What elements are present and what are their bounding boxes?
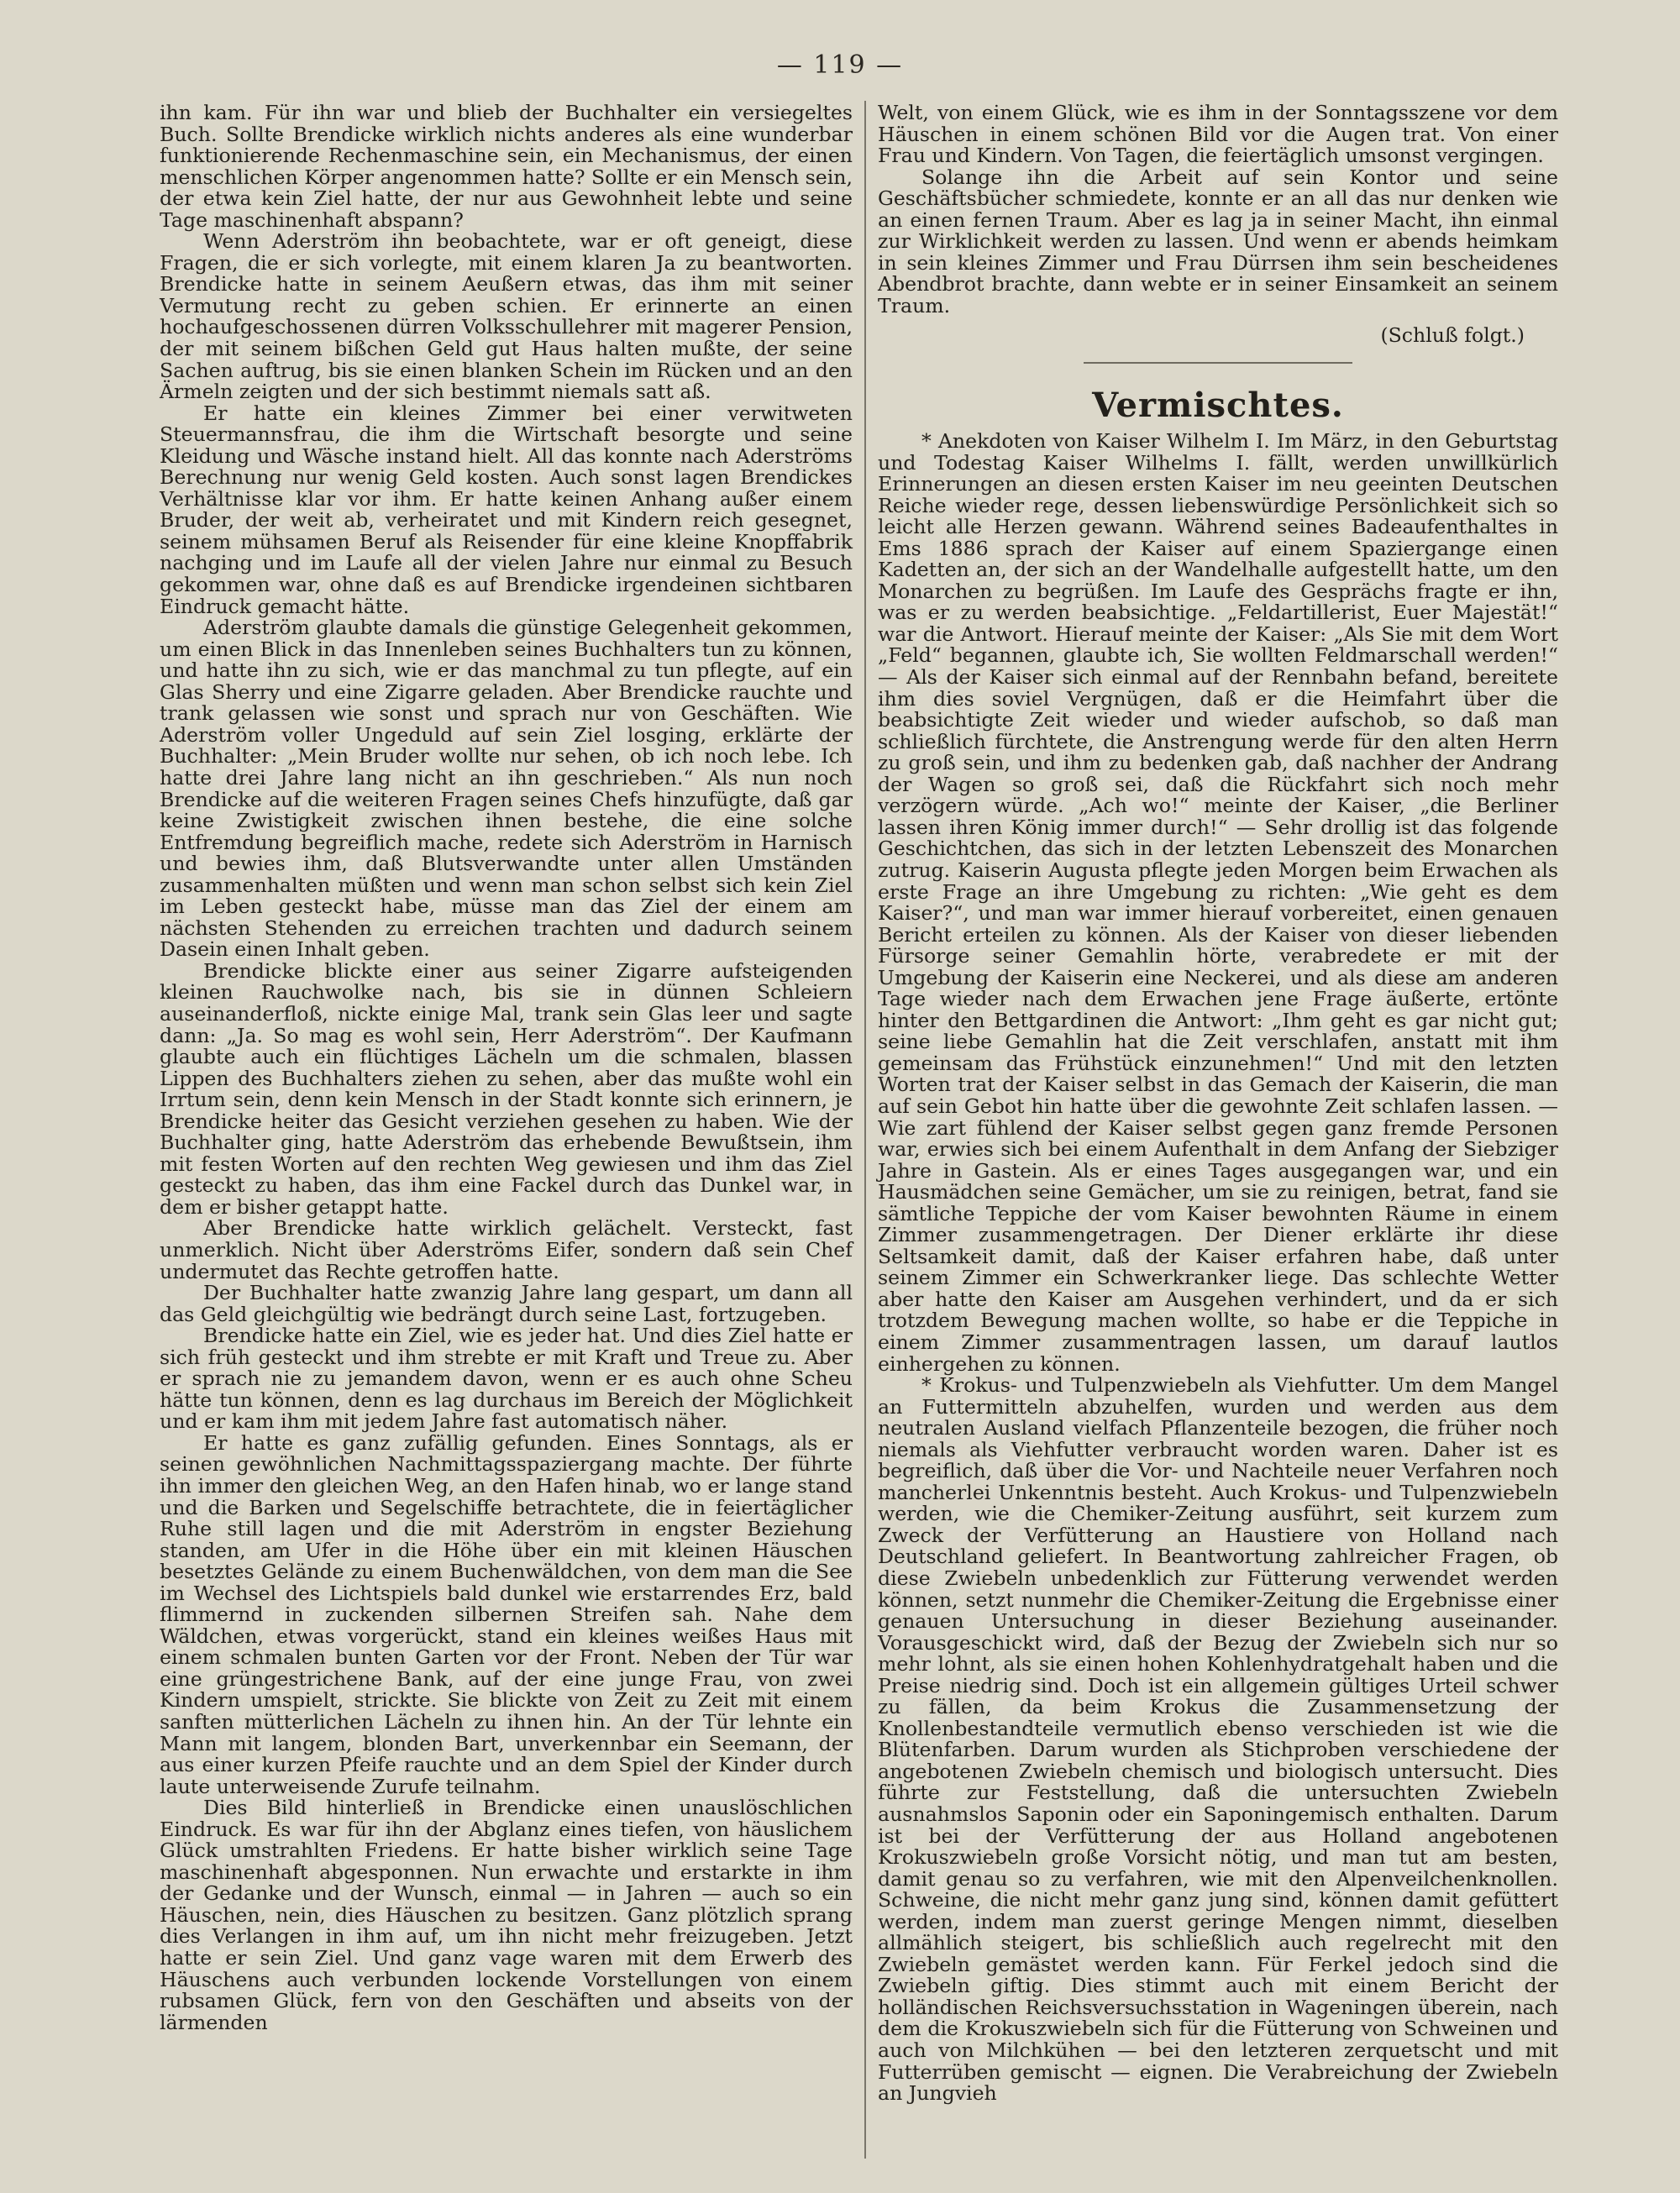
paragraph: Solange ihn die Arbeit auf sein Kontor und seine Geschäftsbücher schmiedete, konnte er an all das nur denken wie an einen fernen Traum. Aber es lag ja in seiner Macht, ihn einmal zur Wirklichkeit werden zu lassen. Und wenn er abends heimkam in sein kleines Zimmer und Frau Dürrsen ihm sein bescheidenes Abendbrot brachte, dann webte er in seiner Einsamkeit an seinem Traum. bbox=[878, 165, 1558, 317]
paragraph: Brendicke hatte ein Ziel, wie es jeder hat. Und dies Ziel hatte er sich früh gesteckt und ihm strebte er mit Kraft und Treue zu. Aber er sprach nie zu jemandem davon, wenn er es auch ohne Scheu hätte tun können, denn es lag durchaus im Bereich der Möglichkeit und er kam ihm mit jedem Jahre fast automatisch näher. bbox=[160, 1324, 853, 1434]
section-rule bbox=[1084, 362, 1352, 364]
paragraph: Aderström glaubte damals die günstige Gelegenheit gekommen, um einen Blick in das Innenleben seines Buchhalters tun zu können, und hatte ihn zu sich, wie er das manchmal zu tun pflegte, auf ein Glas Sherry und eine Zigarre geladen. Aber Brendicke rauchte und trank gelassen wie sonst und sprach nur von Geschäften. Wie Aderström voller Ungeduld auf sein Ziel losging, erklärte der Buchhalter: „Mein Bruder wollte nur sehen, ob ich noch lebe. Ich hatte drei Jahre lang nicht an ihn geschrieben.“ Als nun noch Brendicke auf die weiteren Fragen seines Chefs hinzufügte, daß gar keine Zwistigkeit zwischen ihnen bestehe, die eine solche Entfremdung begreiflich mache, redete sich Aderström in Harnisch und bewies ihm, daß Blutsverwandte unter allen Umständen zusammenhalten müßten und wenn man schon selbst sich kein Ziel im Leben gesteckt habe, müsse man das Ziel der einem am nächsten Stehenden zu erreichen trachten und dadurch seinem Dasein einen Inhalt geben. bbox=[160, 616, 853, 962]
left-column bbox=[160, 102, 853, 2033]
paragraph: Aber Brendicke hatte wirklich gelächelt. Versteckt, fast unmerklich. Nicht über Aderströms Eifer, sondern daß sein Chef undermutet das Rechte getroffen hatte. bbox=[160, 1216, 853, 1283]
paragraph: Welt, von einem Glück, wie es ihm in der Sonntagsszene vor dem Häuschen in einem schönen Bild vor die Augen trat. Von einer Frau und Kindern. Von Tagen, die feiertäglich umsonst vergingen. bbox=[878, 101, 1558, 168]
section-heading: Vermischtes. bbox=[1092, 386, 1344, 426]
paragraph: Er hatte es ganz zufällig gefunden. Eines Sonntags, als er seinen gewöhnlichen Nachmittagsspaziergang machte. Der führte ihn immer den gleichen Weg, an den Hafen hinab, wo er lange stand und die Barken und Segelschiffe betrachtete, die in feiertäglicher Ruhe still lagen und die mit Aderström in engster Beziehung standen, am Ufer in die Höhe über ein mit kleinen Häuschen besetztes Gelände zu einem Buchenwäldchen, von dem man die See im Wechsel des Lichtspiels bald dunkel wie erstarrendes Erz, bald flimmernd in zuckenden silbernen Streifen sah. Nahe dem Wäldchen, etwas vorgerückt, stand ein kleines weißes Haus mit einem schmalen bunten Garten vor der Front. Neben der Tür war eine grüngestrichene Bank, auf der eine junge Frau, von zwei Kindern umspielt, strickte. Sie blickte von Zeit zu Zeit mit einem sanften mütterlichen Lächeln zu ihnen hin. An der Tür lehnte ein Mann mit langem, blonden Bart, unverkennbar ein Seemann, der aus einer kurzen Pfeife rauchte und an dem Spiel der Kinder durch laute unterweisende Zurufe teilnahm. bbox=[160, 1430, 853, 1798]
paragraph: Er hatte ein kleines Zimmer bei einer verwitweten Steuermannsfrau, die ihm die Wirtschaft besorgte und seine Kleidung und Wäsche instand hielt. All das konnte nach Aderströms Berechnung nur wenig Geld kosten. Auch sonst lagen Brendickes Verhältnisse klar vor ihm. Er hatte keinen Anhang außer einem Bruder, der weit ab, verheiratet und mit Kindern reich gesegnet, seinem mühsamen Beruf als Reisender für eine kleine Knopffabrik nachging und im Laufe all der vielen Jahre nur einmal zu Besuch gekommen war, ohne daß es auf Brendicke irgendeinen sichtbaren Eindruck gemacht hätte. bbox=[160, 401, 853, 618]
article-paragraph: * Anekdoten von Kaiser Wilhelm I. Im März, in den Geburtstag und Todestag Kaiser Wilhelms I. fällt, werden unwillkürlich Erinnerungen an diesen ersten Kaiser im neu geeinten Deutschen Reiche wieder rege, dessen liebenswürdige Persönlichkeit sich so leicht alle Herzen gewann. Während seines Badeaufenthaltes in Ems 1886 sprach der Kaiser auf einem Spaziergange einen Kadetten an, der sich an der Wandelhalle aufgestellt hatte, um den Monarchen zu begrüßen. Im Laufe des Gesprächs fragte er ihn, was er zu werden beabsichtige. „Feldartillerist, Euer Majestät!“ war die Antwort. Hierauf meinte der Kaiser: „Als Sie mit dem Wort „Feld“ begannen, glaubte ich, Sie wollten Feldmarschall werden!“ — Als der Kaiser sich einmal auf der Rennbahn befand, bereitete ihm dies soviel Vergnügen, daß er die Heimfahrt über die beabsichtigte Zeit wieder und wieder aufschob, so daß man schließlich fürchtete, die Anstrengung werde für den alten Herrn zu groß sein, und ihm zu bedenken gab, daß nachher der Andrang der Wagen so groß sei, daß die Rückfahrt sich noch mehr verzögern würde. „Ach wo!“ meinte der Kaiser, „die Berliner lassen ihren König immer durch!“ — Sehr drollig ist das folgende Geschichtchen, das sich in der letzten Lebenszeit des Monarchen zutrug. Kaiserin Augusta pflegte jeden Morgen beim Erwachen als erste Frage an ihre Umgebung zu richten: „Wie geht es dem Kaiser?“, und man war immer hierauf vorbereitet, einen genauen Bericht erteilen zu können. Als der Kaiser von dieser liebenden Fürsorge seiner Gemahlin hörte, verabredete er mit der Umgebung der Kaiserin eine Neckerei, und als diese am anderen Tage wieder nach dem Erwachen jene Frage äußerte, ertönte hinter den Bettgardinen die Antwort: „Ihm geht es gar nicht gut; seine liebe Gemahlin hat die Zeit verschlafen, anstatt mit ihm gemeinsam das Frühstück einzunehmen!“ Und mit den letzten Worten trat der Kaiser selbst in das Gemach der Kaiserin, die man auf sein Gebot hin hatte über die gewohnte Zeit schlafen lassen. — Wie zart fühlend der Kaiser selbst gegen ganz fremde Personen war, erwies sich bei einem Aufenthalt in dem Anfang der Siebziger Jahre in Gastein. Als er eines Tages ausgegangen war, und ein Hausmädchen seine Gemächer, um sie zu reinigen, betrat, fand sie sämtliche Teppiche der vom Kaiser bewohnten Räume in einem Zimmer zusammengetragen. Der Diener erklärte ihr diese Seltsamkeit damit, daß der Kaiser erfahren habe, daß unter seinem Zimmer ein Schwerkranker liege. Das schlechte Wetter aber hatte den Kaiser am Ausgehen verhindert, und da er sich trotzdem Bewegung machen wollte, so habe er die Teppiche in einem Zimmer zusammentragen lassen, um darauf lautlos einhergehen zu können. bbox=[878, 429, 1558, 1376]
paragraph: Brendicke blickte einer aus seiner Zigarre aufsteigenden kleinen Rauchwolke nach, bis sie in dünnen Schleiern auseinanderfloß, nickte einige Mal, trank sein Glas leer und sagte dann: „Ja. So mag es wohl sein, Herr Aderström“. Der Kaufmann glaubte auch ein flüchtiges Lächeln um die schmalen, blassen Lippen des Buchhalters ziehen zu sehen, aber das mußte wohl ein Irrtum sein, denn kein Mensch in der Stadt konnte sich erinnern, je Brendicke heiter das Gesicht verziehen gesehen zu haben. Wie der Buchhalter ging, hatte Aderström das erhebende Bewußtsein, ihm mit festen Worten auf den rechten Weg gewiesen und ihm das Ziel gesteckt zu haben, das ihm eine Fackel durch das Dunkel war, in dem er bisher getappt hatte. bbox=[160, 958, 853, 1219]
paragraph: Wenn Aderström ihn beobachtete, war er oft geneigt, diese Fragen, die er sich vorlegte, mit einem klaren Ja zu beantworten. Brendicke hatte in seinem Aeußern etwas, das ihm mit seiner Vermutung recht zu geben schien. Er erinnerte an einen hochaufgeschossenen dürren Volksschullehrer mit magerer Pension, der mit seinem bißchen Geld gut Haus halten mußte, der seine Sachen auftrug, bis sie einen blanken Schein im Rücken und an den Ärmeln zeigten und der sich bestimmt niemals satt aß. bbox=[160, 229, 853, 404]
continuation-note: (Schluß folgt.) bbox=[1380, 323, 1525, 348]
column-divider bbox=[864, 101, 866, 2159]
paragraph: ihn kam. Für ihn war und blieb der Buchhalter ein versiegeltes Buch. Sollte Brendicke wirklich nichts anderes als eine wunderbar funktionierende Rechenmaschine sein, ein Mechanismus, der einen menschlichen Körper angenommen hatte? Sollte er ein Mensch sein, der etwa kein Ziel hatte, der nur aus Gewohnheit lebte und seine Tage maschinenhaft abspann? bbox=[160, 101, 853, 232]
right-column bbox=[878, 102, 1558, 2105]
paragraph: Dies Bild hinterließ in Brendicke einen unauslöschlichen Eindruck. Es war für ihn der Abglanz eines tiefen, von häuslichem Glück umstrahlten Friedens. Er hatte bisher wirklich seine Tage maschinenhaft abgesponnen. Nun erwachte und erstarkte in ihm der Gedanke und der Wunsch, einmal — in Jahren — auch so ein Häuschen, nein, dies Häuschen zu besitzen. Ganz plötzlich sprang dies Verlangen in ihm auf, um ihn nicht mehr freizugeben. Jetzt hatte er sein Ziel. Und ganz vage waren mit dem Erwerb des Häuschens auch verbunden lockende Vorstellungen von einem rubsamen Glück, fern von den Geschäften und abseits von der lärmenden bbox=[160, 1796, 853, 2034]
article-paragraph: * Krokus- und Tulpenzwiebeln als Viehfutter. Um dem Mangel an Futtermitteln abzuhelfen, wurden und werden aus dem neutralen Ausland vielfach Pflanzenteile bezogen, die früher noch niemals als Viehfutter verbraucht worden waren. Daher ist es begreiflich, daß über die Vor- und Nachteile neuer Verfahren noch mancherlei Unkenntnis besteht. Auch Krokus- und Tulpenzwiebeln werden, wie die Chemiker-Zeitung ausführt, seit kurzem zum Zweck der Verfütterung an Haustiere von Holland nach Deutschland geliefert. In Beantwortung zahlreicher Fragen, ob diese Zwiebeln unbedenklich zur Fütterung verwendet werden können, setzt nunmehr die Chemiker-Zeitung die Ergebnisse einer genauen Untersuchung in dieser Beziehung auseinander. Vorausgeschickt wird, daß der Bezug der Zwiebeln sich nur so mehr lohnt, als sie einen hohen Kohlenhydratgehalt haben und die Preise niedrig sind. Doch ist ein allgemein gültiges Urteil schwer zu fällen, da beim Krokus die Zusammensetzung der Knollenbestandteile vermutlich ebenso verschieden ist wie die Blütenfarben. Darum wurden als Stichproben verschiedene der angebotenen Zwiebeln chemisch und biologisch untersucht. Dies führte zur Feststellung, daß die untersuchten Zwiebeln ausnahmslos Saponin oder ein Saponingemisch enthalten. Darum ist bei der Verfütterung der aus Holland angebotenen Krokuszwiebeln große Vorsicht nötig, und man tut am besten, damit genau so zu verfahren, wie mit den Alpenveilchenknollen. Schweine, die nicht mehr ganz jung sind, können damit gefüttert werden, indem man zuerst geringe Mengen nimmt, dieselben allmählich steigert, bis schließlich auch regelrecht mit den Zwiebeln gemästet werden kann. Für Ferkel jedoch sind die Zwiebeln giftig. Dies stimmt auch mit einem Bericht der holländischen Reichsversuchsstation in Wageningen überein, nach dem die Krokuszwiebeln sich für die Fütterung von Schweinen und auch von Milchkühen — bei den letzteren zerquetscht und mit Futterrüben gemischt — eignen. Die Verabreichung der Zwiebeln an Jungvieh bbox=[878, 1373, 1558, 2106]
paragraph: Der Buchhalter hatte zwanzig Jahre lang gespart, um dann all das Geld gleichgültig wie bedrängt durch seine Last, fortzugeben. bbox=[160, 1281, 853, 1326]
page-number: — 119 — bbox=[776, 50, 904, 80]
